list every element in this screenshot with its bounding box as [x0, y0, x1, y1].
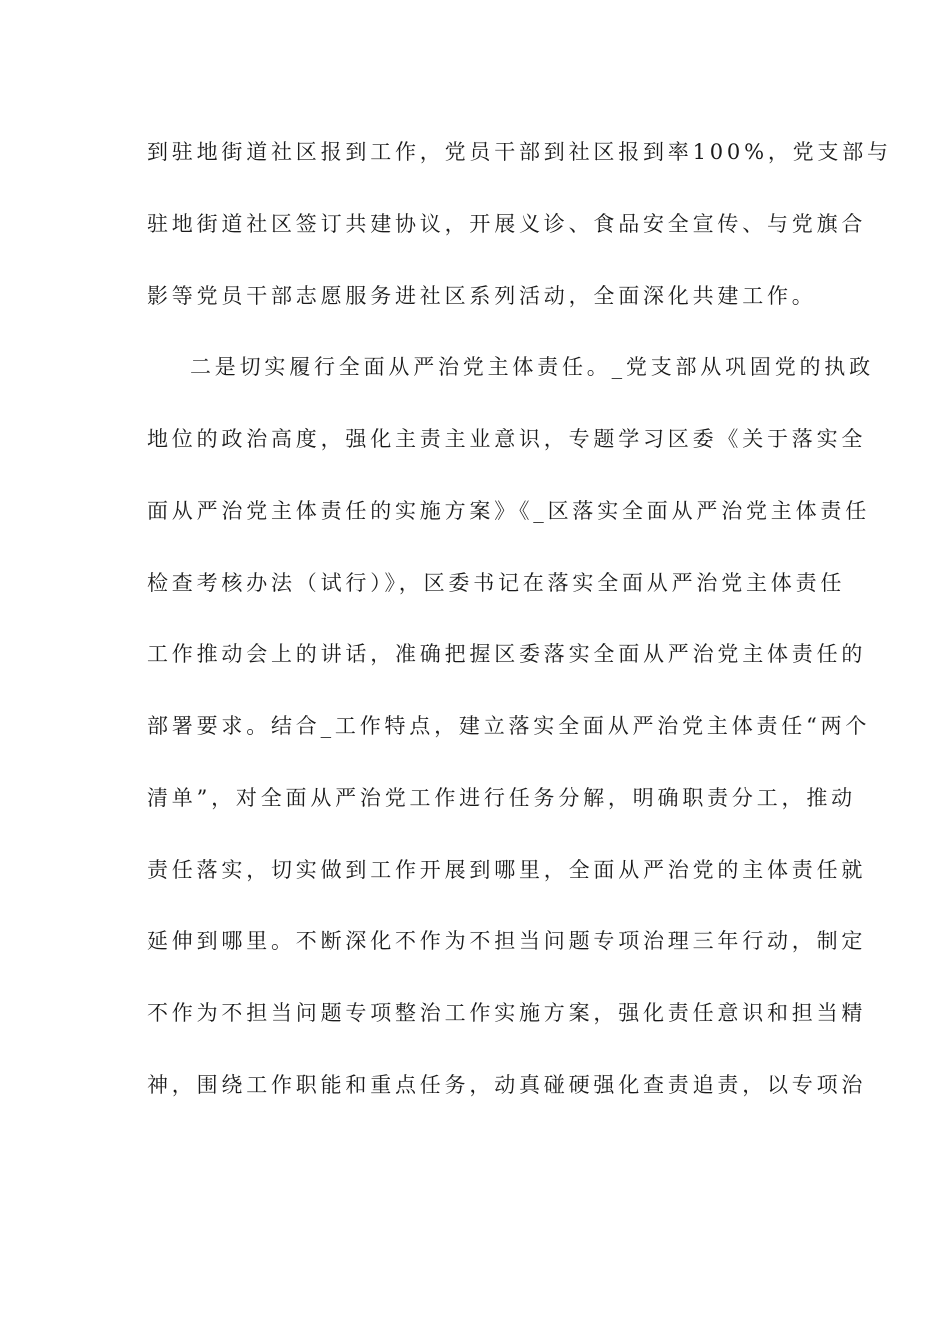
text-line-content: 神，围绕工作职能和重点任务，动真碰硬强化查责追责，以专项治: [147, 1073, 867, 1097]
text-line: [0, 1070, 950, 1100]
text-line: [0, 998, 950, 1028]
text-line-content: 到驻地街道社区报到工作，党员干部到社区报到率100%，党支部与: [147, 140, 892, 164]
text-line: [0, 352, 950, 382]
text-line-content: 面从严治党主体责任的实施方案》《_区落实全面从严治党主体责任: [147, 499, 870, 523]
text-line: [0, 281, 950, 311]
text-line: [0, 711, 950, 741]
text-line-content: 二是切实履行全面从严治党主体责任。_党支部从巩固党的执政: [190, 355, 874, 379]
text-line: [0, 783, 950, 813]
text-line: [0, 137, 950, 167]
text-line: [0, 209, 950, 239]
text-line: [0, 496, 950, 526]
text-line-content: 不作为不担当问题专项整治工作实施方案，强化责任意识和担当精: [147, 1001, 867, 1025]
text-line-content: 清单”，对全面从严治党工作进行任务分解，明确职责分工，推动: [147, 786, 856, 810]
text-line-content: 部署要求。结合_工作特点，建立落实全面从严治党主体责任“两个: [147, 714, 871, 738]
text-line: [0, 568, 950, 598]
text-line: [0, 639, 950, 669]
text-line: [0, 424, 950, 454]
text-line-content: 地位的政治高度，强化主责主业意识，专题学习区委《关于落实全: [147, 427, 867, 451]
text-line-content: 工作推动会上的讲话，准确把握区委落实全面从严治党主体责任的: [147, 642, 867, 666]
text-line-content: 责任落实，切实做到工作开展到哪里，全面从严治党的主体责任就: [147, 858, 867, 882]
text-line-content: 延伸到哪里。不断深化不作为不担当问题专项治理三年行动，制定: [147, 929, 867, 953]
text-line: [0, 926, 950, 956]
text-line-content: 检查考核办法（试行）》，区委书记在落实全面从严治党主体责任: [147, 571, 846, 595]
text-line-content: 影等党员干部志愿服务进社区系列活动，全面深化共建工作。: [147, 284, 817, 308]
text-line: [0, 855, 950, 885]
text-line-content: 驻地街道社区签订共建协议，开展义诊、食品安全宣传、与党旗合: [147, 212, 867, 236]
